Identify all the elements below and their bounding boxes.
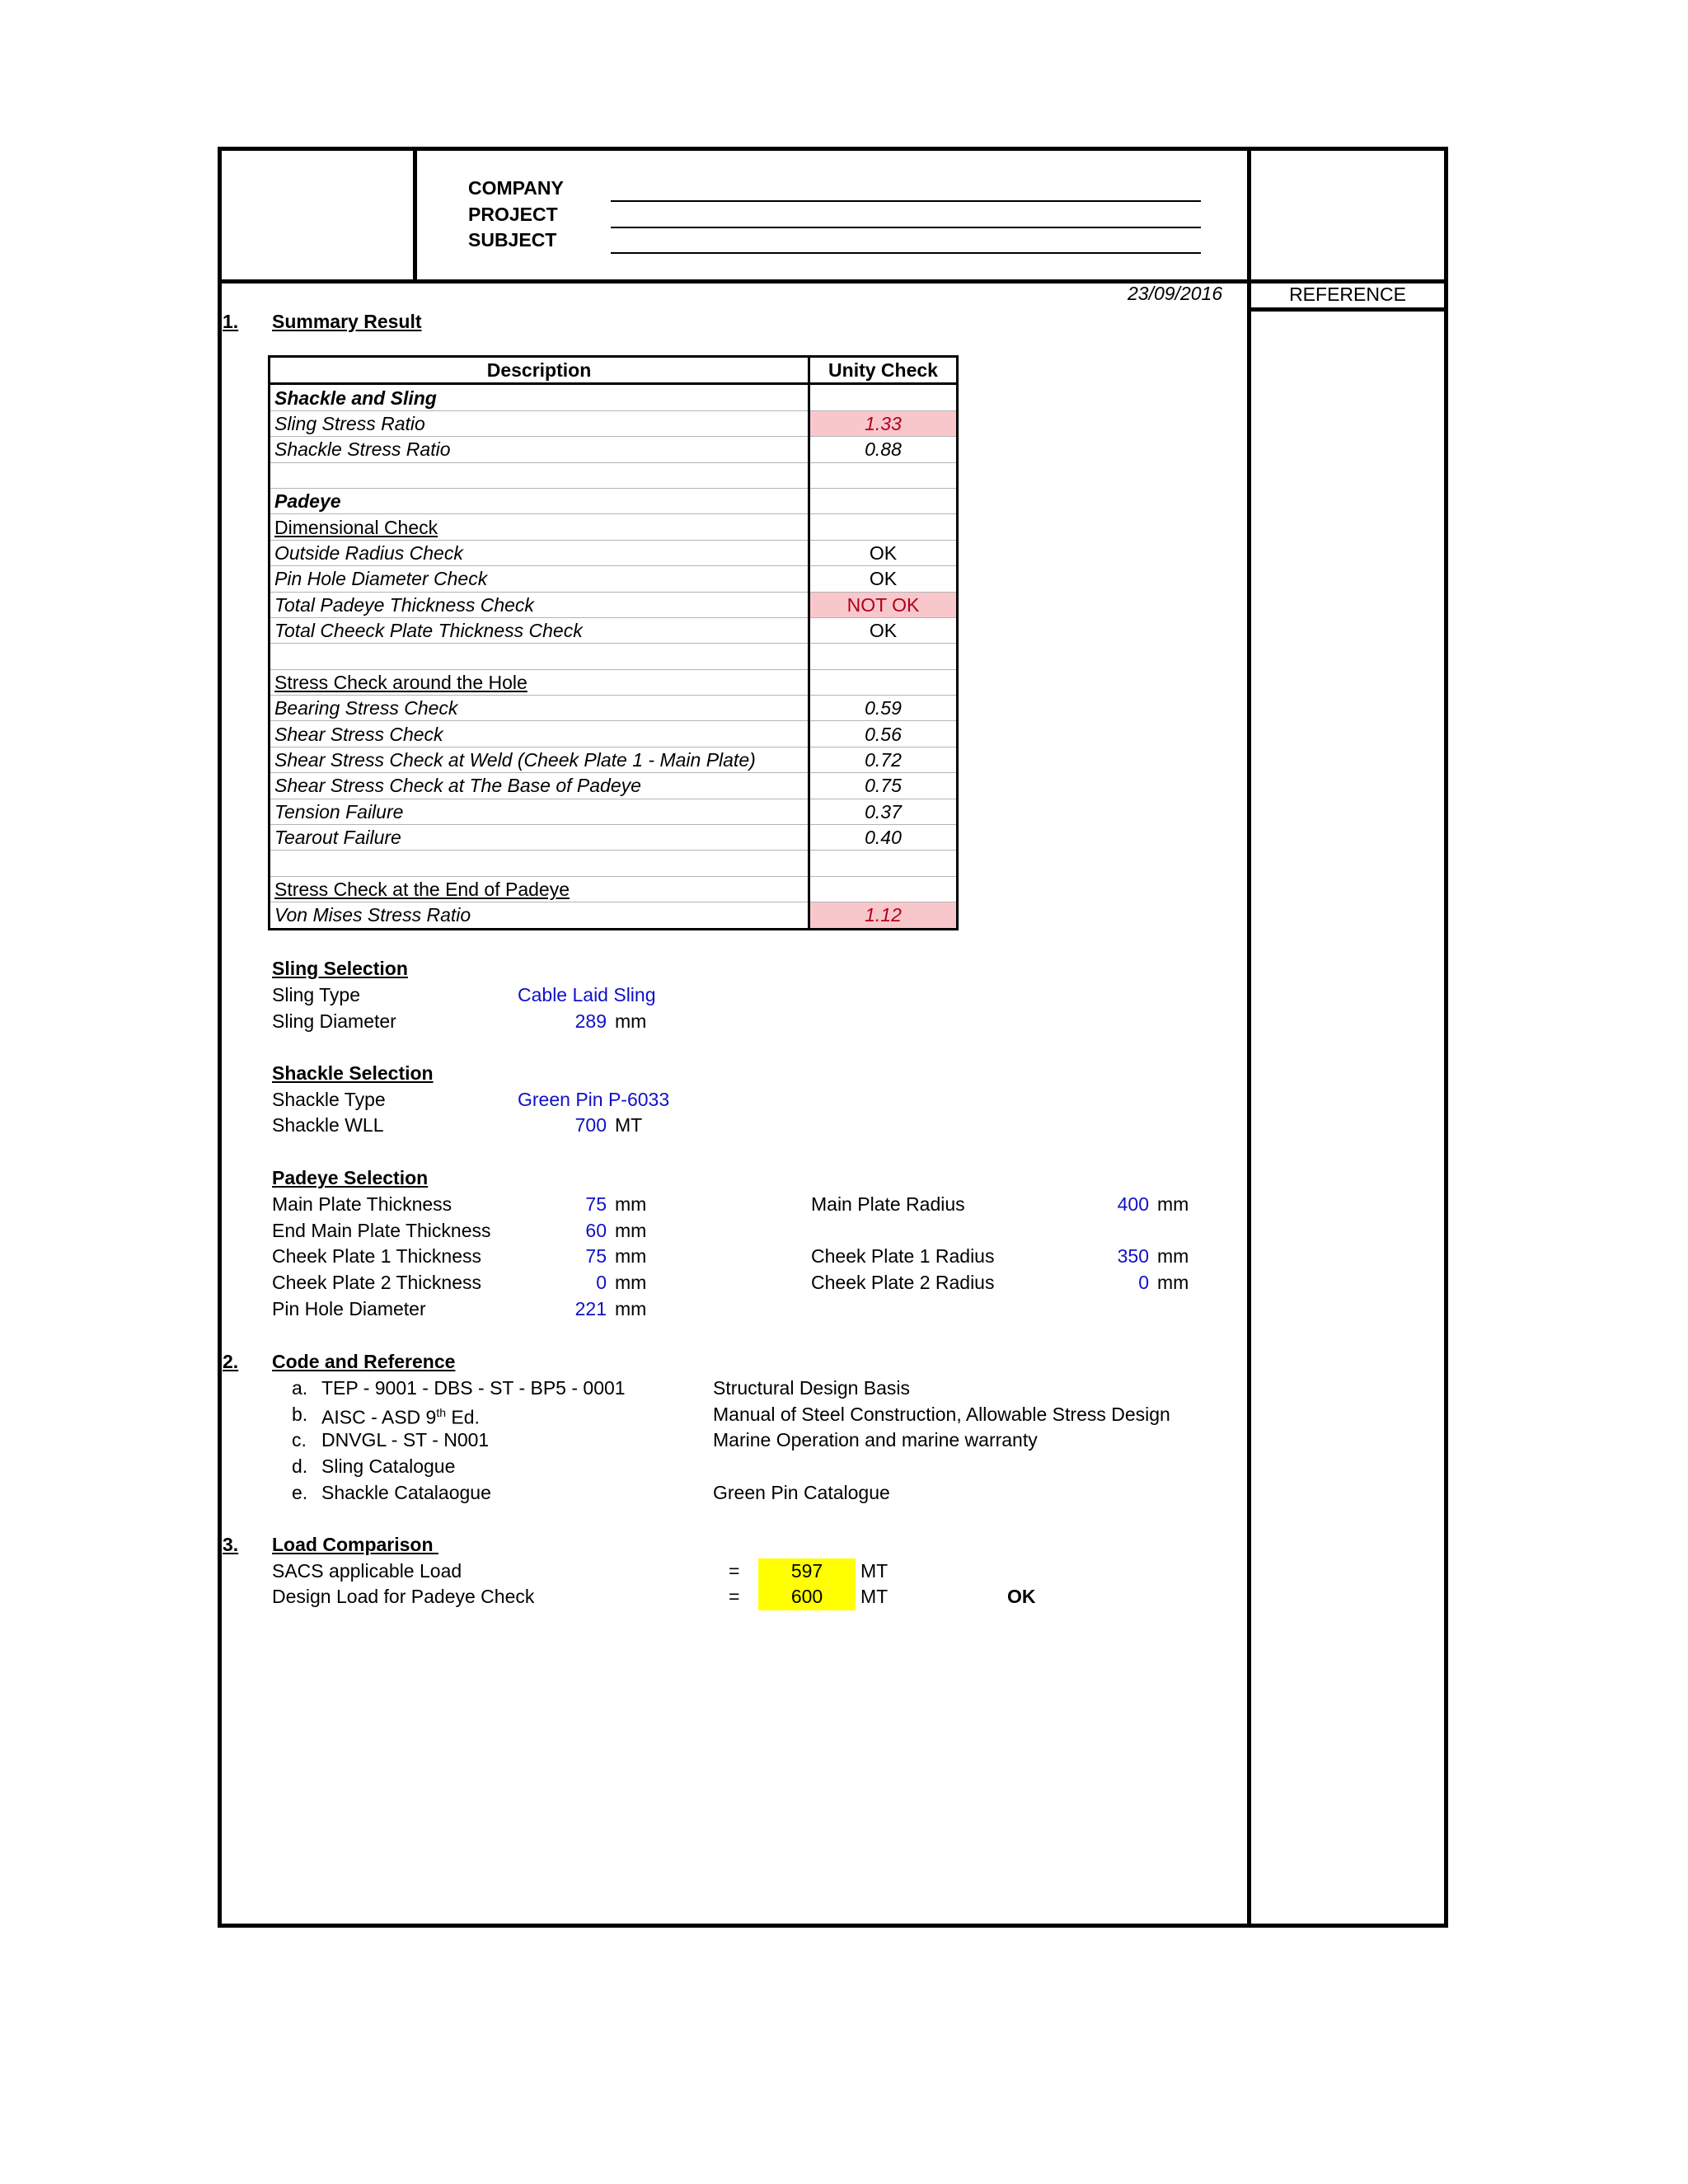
summary-row: [270, 825, 958, 851]
summary-row-unity-check: [809, 488, 958, 513]
summary-row: [270, 540, 958, 565]
summary-row-unity-check: NOT OK: [809, 592, 958, 617]
summary-row: [270, 747, 958, 772]
ref-letter-e: e.: [292, 1482, 308, 1503]
padeye-right-value-1: 350: [1117, 1245, 1149, 1267]
summary-row-description: Shear Stress Check at The Base of Padeye: [270, 773, 809, 799]
frame-reference-bottom: [1247, 307, 1448, 312]
summary-row-description: Bearing Stress Check: [270, 696, 809, 721]
subject-field-line: [611, 252, 1201, 254]
sling-type-label: Sling Type: [272, 984, 360, 1005]
shackle-type-value: Green Pin P-6033: [518, 1089, 670, 1110]
summary-row-description: Von Mises Stress Ratio: [270, 902, 809, 929]
summary-row-unity-check: OK: [809, 566, 958, 592]
design-load-equals: =: [729, 1586, 740, 1607]
frame-left: [218, 147, 222, 1928]
padeye-left-value-0: 75: [585, 1193, 607, 1215]
summary-row-description: Shackle and Sling: [270, 384, 809, 410]
summary-row: [270, 566, 958, 592]
summary-row: [270, 773, 958, 799]
section3-number: 3.: [223, 1534, 239, 1555]
padeye-left-unit-2: mm: [615, 1245, 647, 1267]
summary-row-description: Tension Failure: [270, 799, 809, 824]
ref-desc-b: Manual of Steel Construction, Allowable Stress Design: [713, 1404, 1170, 1425]
summary-row-unity-check: 0.40: [809, 825, 958, 851]
summary-row: [270, 384, 958, 410]
summary-row-description: [270, 462, 809, 488]
design-load-unit: MT: [860, 1586, 889, 1607]
summary-row-description: Stress Check at the End of Padeye: [270, 876, 809, 902]
summary-row-description: Shear Stress Check at Weld (Cheek Plate 1 - Main Plate): [270, 747, 809, 772]
summary-row: [270, 669, 958, 695]
summary-row: [270, 696, 958, 721]
project-label: PROJECT: [468, 204, 558, 225]
summary-row-description: Total Cheeck Plate Thickness Check: [270, 617, 809, 643]
summary-table-body: [270, 384, 958, 929]
summary-row: [270, 410, 958, 436]
ref-code-a: TEP - 9001 - DBS - ST - BP5 - 0001: [321, 1377, 626, 1399]
summary-row-unity-check: 0.59: [809, 696, 958, 721]
project-field-line: [611, 227, 1201, 228]
shackle-wll-label: Shackle WLL: [272, 1114, 384, 1136]
frame-logo-divider: [413, 147, 417, 283]
padeye-left-unit-0: mm: [615, 1193, 647, 1215]
summary-row: [270, 644, 958, 669]
sacs-load-label: SACS applicable Load: [272, 1560, 462, 1582]
company-label: COMPANY: [468, 177, 564, 199]
ref-code-b-main: AISC - ASD 9: [321, 1406, 437, 1428]
summary-row-unity-check: [809, 876, 958, 902]
padeye-right-value-0: 400: [1117, 1193, 1149, 1215]
padeye-left-unit-1: mm: [615, 1220, 647, 1241]
padeye-left-value-3: 0: [596, 1272, 607, 1293]
section2-number: 2.: [223, 1351, 239, 1372]
company-field-line: [611, 200, 1201, 202]
padeye-left-unit-4: mm: [615, 1298, 647, 1319]
reference-label: REFERENCE: [1289, 284, 1406, 305]
sling-diameter-unit: mm: [615, 1010, 647, 1032]
padeye-left-unit-3: mm: [615, 1272, 647, 1293]
shackle-selection-title: Shackle Selection: [272, 1062, 434, 1084]
summary-row-unity-check: 1.12: [809, 902, 958, 929]
summary-row: [270, 617, 958, 643]
padeye-left-value-4: 221: [574, 1298, 607, 1319]
summary-table-header: [270, 357, 958, 384]
sling-diameter-label: Sling Diameter: [272, 1010, 396, 1032]
summary-row-description: Sling Stress Ratio: [270, 410, 809, 436]
ref-desc-a: Structural Design Basis: [713, 1377, 911, 1399]
summary-row: [270, 876, 958, 902]
shackle-type-label: Shackle Type: [272, 1089, 386, 1110]
padeye-right-unit-0: mm: [1157, 1193, 1189, 1215]
summary-row-description: Padeye: [270, 488, 809, 513]
ref-code-b: [321, 1401, 480, 1429]
section1-number: 1.: [223, 311, 239, 332]
ref-code-b-post: Ed.: [446, 1406, 480, 1428]
ref-code-b-sup: th: [436, 1406, 447, 1419]
padeye-left-label-2: Cheek Plate 1 Thickness: [272, 1245, 481, 1267]
frame-bottom: [218, 1924, 1448, 1928]
summary-row-unity-check: 0.75: [809, 773, 958, 799]
summary-row-description: [270, 644, 809, 669]
frame-top: [218, 147, 1448, 151]
summary-row-description: Pin Hole Diameter Check: [270, 566, 809, 592]
col-unity-check: Unity Check: [809, 357, 958, 384]
summary-row: [270, 592, 958, 617]
date-text: 23/09/2016: [1128, 283, 1223, 304]
padeye-left-value-1: 60: [585, 1220, 607, 1241]
ref-desc-e: Green Pin Catalogue: [713, 1482, 890, 1503]
summary-row: [270, 902, 958, 929]
shackle-wll-unit: MT: [615, 1114, 643, 1136]
summary-row: [270, 462, 958, 488]
summary-row: [270, 437, 958, 462]
summary-row-unity-check: [809, 669, 958, 695]
padeye-left-value-2: 75: [585, 1245, 607, 1267]
summary-row-description: Shear Stress Check: [270, 721, 809, 747]
design-load-value: 600: [790, 1586, 823, 1607]
summary-row-description: Outside Radius Check: [270, 540, 809, 565]
ref-letter-d: d.: [292, 1455, 308, 1477]
summary-row-description: Shackle Stress Ratio: [270, 437, 809, 462]
summary-row-description: Dimensional Check: [270, 514, 809, 540]
summary-row: [270, 721, 958, 747]
ref-desc-c: Marine Operation and marine warranty: [713, 1429, 1038, 1451]
summary-row-unity-check: [809, 384, 958, 410]
padeye-right-label-2: Cheek Plate 2 Radius: [811, 1272, 995, 1293]
sling-selection-title: Sling Selection: [272, 958, 408, 979]
col-description: Description: [270, 357, 809, 384]
padeye-right-unit-2: mm: [1157, 1272, 1189, 1293]
summary-row-description: [270, 851, 809, 876]
ref-code-c: DNVGL - ST - N001: [321, 1429, 490, 1451]
design-load-status: OK: [1007, 1586, 1036, 1607]
summary-row: [270, 488, 958, 513]
summary-row-unity-check: [809, 644, 958, 669]
summary-row-unity-check: 1.33: [809, 410, 958, 436]
ref-letter-c: c.: [292, 1429, 307, 1451]
padeye-right-label-0: Main Plate Radius: [811, 1193, 965, 1215]
padeye-right-label-1: Cheek Plate 1 Radius: [811, 1245, 995, 1267]
sling-type-value: Cable Laid Sling: [518, 984, 656, 1005]
shackle-wll-value: 700: [574, 1114, 607, 1136]
summary-row-description: Tearout Failure: [270, 825, 809, 851]
frame-reference-divider: [1247, 147, 1251, 1928]
padeye-right-unit-1: mm: [1157, 1245, 1189, 1267]
summary-table: [268, 355, 959, 930]
section3-title: Load Comparison: [272, 1534, 438, 1555]
padeye-selection-title: Padeye Selection: [272, 1167, 429, 1188]
padeye-right-value-2: 0: [1138, 1272, 1149, 1293]
section2-title: Code and Reference: [272, 1351, 456, 1372]
summary-row-unity-check: 0.72: [809, 747, 958, 772]
summary-row-unity-check: [809, 851, 958, 876]
padeye-left-label-0: Main Plate Thickness: [272, 1193, 452, 1215]
section1-title: Summary Result: [272, 311, 422, 332]
summary-row-unity-check: 0.56: [809, 721, 958, 747]
ref-letter-a: a.: [292, 1377, 308, 1399]
summary-row-unity-check: 0.37: [809, 799, 958, 824]
padeye-left-label-4: Pin Hole Diameter: [272, 1298, 426, 1319]
ref-letter-b: b.: [292, 1404, 308, 1425]
summary-row: [270, 799, 958, 824]
summary-row-unity-check: [809, 514, 958, 540]
sacs-load-unit: MT: [860, 1560, 889, 1582]
sacs-load-equals: =: [729, 1560, 740, 1582]
ref-code-e: Shackle Catalaogue: [321, 1482, 491, 1503]
sling-diameter-value: 289: [574, 1010, 607, 1032]
ref-code-d: Sling Catalogue: [321, 1455, 456, 1477]
summary-row-unity-check: OK: [809, 617, 958, 643]
subject-label: SUBJECT: [468, 229, 557, 251]
summary-row-unity-check: OK: [809, 540, 958, 565]
summary-row: [270, 851, 958, 876]
design-load-label: Design Load for Padeye Check: [272, 1586, 535, 1607]
summary-row-unity-check: 0.88: [809, 437, 958, 462]
sacs-load-value: 597: [790, 1560, 823, 1582]
padeye-left-label-1: End Main Plate Thickness: [272, 1220, 491, 1241]
summary-row-unity-check: [809, 462, 958, 488]
summary-row-description: Total Padeye Thickness Check: [270, 592, 809, 617]
frame-right: [1444, 147, 1448, 1928]
summary-row-description: Stress Check around the Hole: [270, 669, 809, 695]
summary-row: [270, 514, 958, 540]
padeye-left-label-3: Cheek Plate 2 Thickness: [272, 1272, 481, 1293]
